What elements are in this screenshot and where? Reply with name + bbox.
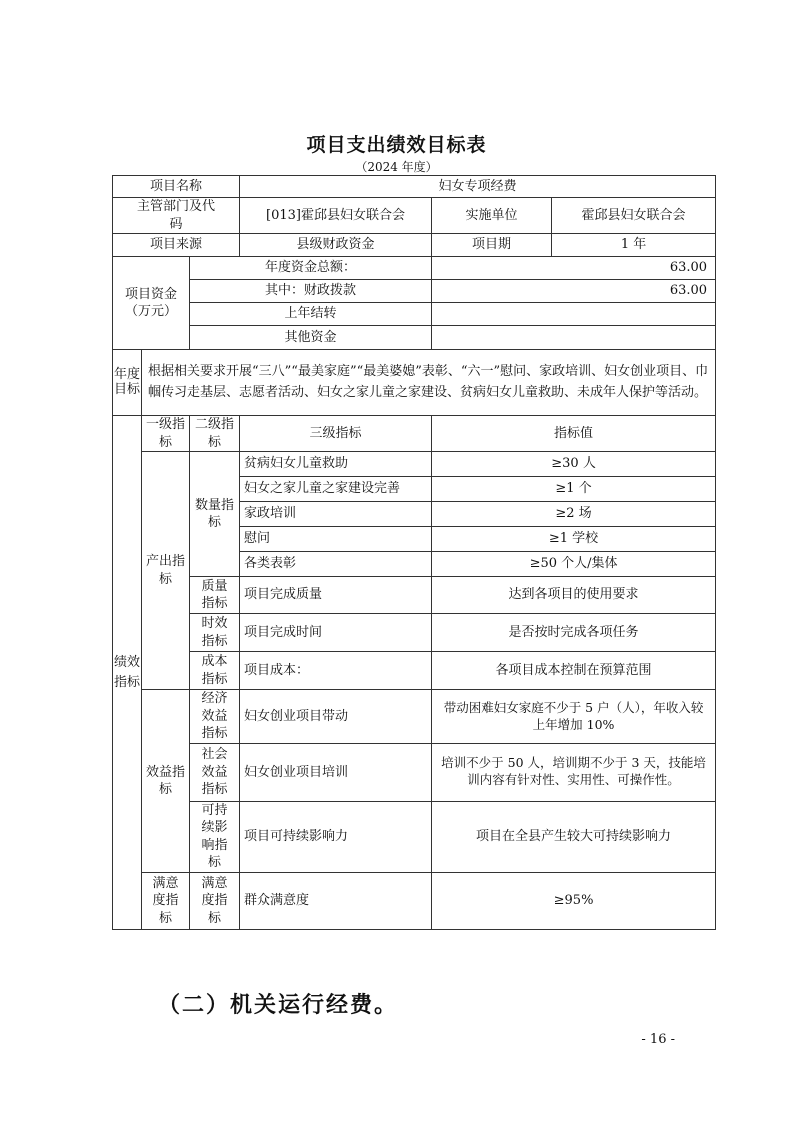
funds-total-value: 63.00 <box>432 257 716 280</box>
time-value: 是否按时完成各项任务 <box>432 614 716 652</box>
satisfaction-value: ≥95% <box>432 873 716 930</box>
source-label: 项目来源 <box>113 234 240 257</box>
satisfaction-level1-label: 满意度指标 <box>142 873 190 930</box>
performance-table <box>112 175 716 930</box>
funds-fiscal-value: 63.00 <box>432 280 716 303</box>
quality-label: 质量指标 <box>190 577 240 614</box>
header-value: 指标值 <box>432 416 716 452</box>
time-name: 项目完成时间 <box>240 614 432 652</box>
sustain-name: 项目可持续影响力 <box>240 801 432 872</box>
social-value: 培训不少于 50 人，培训期不少于 3 天，技能培训内容有针对性、实用性、可操作性。 <box>432 743 716 801</box>
social-label: 社会效益指标 <box>190 743 240 801</box>
funds-label: 项目资金（万元） <box>113 257 190 350</box>
quantity-name: 贫病妇女儿童救助 <box>240 452 432 477</box>
satisfaction-level2-label: 满意度指标 <box>190 873 240 930</box>
quality-value: 达到各项目的使用要求 <box>432 577 716 614</box>
impl-unit-value: 霍邱县妇女联合会 <box>552 198 716 234</box>
funds-other-value <box>432 326 716 350</box>
satisfaction-name: 群众满意度 <box>240 873 432 930</box>
annual-goal-label: 年度目标 <box>113 350 142 416</box>
cost-value: 各项目成本控制在预算范围 <box>432 652 716 690</box>
funds-other-label: 其他资金 <box>190 326 432 350</box>
quantity-value: ≥1 个 <box>432 477 716 502</box>
benefit-label: 效益指标 <box>142 690 190 873</box>
header-level1: 一级指标 <box>142 416 190 452</box>
sustain-label: 可持续影响指标 <box>190 801 240 872</box>
project-name-value: 妇女专项经费 <box>240 176 716 198</box>
project-name-label: 项目名称 <box>113 176 240 198</box>
page-number: - 16 - <box>641 1032 675 1047</box>
economic-name: 妇女创业项目带动 <box>240 690 432 744</box>
output-label: 产出指标 <box>142 452 190 690</box>
source-value: 县级财政资金 <box>240 234 432 257</box>
header-level2: 二级指标 <box>190 416 240 452</box>
time-label: 时效指标 <box>190 614 240 652</box>
cost-label: 成本指标 <box>190 652 240 690</box>
annual-goal-text: 根据相关要求开展“三八”“最美家庭”“最美婆媳”表彰、“六一”慰问、家政培训、妇女创业项目、巾帼传习走基层、志愿者活动、妇女之家儿童之家建设、贫病妇女儿童救助、未成年人保护等活动。 <box>142 350 716 416</box>
section-heading: （二）机关运行经费。 <box>158 992 399 1018</box>
economic-label: 经济效益指标 <box>190 690 240 744</box>
funds-total-label: 年度资金总额： <box>190 257 432 280</box>
quantity-name: 妇女之家儿童之家建设完善 <box>240 477 432 502</box>
economic-value: 带动困难妇女家庭不少于 5 户（人），年收入较上年增加 10% <box>432 690 716 744</box>
page-title: 项目支出绩效目标表 <box>306 134 487 156</box>
quality-name: 项目完成质量 <box>240 577 432 614</box>
quantity-value: ≥30 人 <box>432 452 716 477</box>
impl-unit-label: 实施单位 <box>432 198 552 234</box>
quantity-value: ≥1 学校 <box>432 527 716 552</box>
cost-name: 项目成本： <box>240 652 432 690</box>
quantity-value: ≥2 场 <box>432 502 716 527</box>
social-name: 妇女创业项目培训 <box>240 743 432 801</box>
funds-carry-value <box>432 303 716 326</box>
quantity-label: 数量指标 <box>190 452 240 577</box>
quantity-name: 各类表彰 <box>240 552 432 577</box>
perf-label: 绩效指标 <box>113 416 142 930</box>
sustain-value: 项目在全县产生较大可持续影响力 <box>432 801 716 872</box>
quantity-name: 慰问 <box>240 527 432 552</box>
period-value: 1 年 <box>552 234 716 257</box>
period-label: 项目期 <box>432 234 552 257</box>
quantity-value: ≥50 个人/集体 <box>432 552 716 577</box>
dept-label: 主管部门及代码 <box>113 198 240 234</box>
page-subtitle: （2024 年度） <box>355 160 438 174</box>
quantity-name: 家政培训 <box>240 502 432 527</box>
funds-fiscal-label: 其中：财政拨款 <box>190 280 432 303</box>
header-level3: 三级指标 <box>240 416 432 452</box>
funds-carry-label: 上年结转 <box>190 303 432 326</box>
dept-value: [013]霍邱县妇女联合会 <box>240 198 432 234</box>
